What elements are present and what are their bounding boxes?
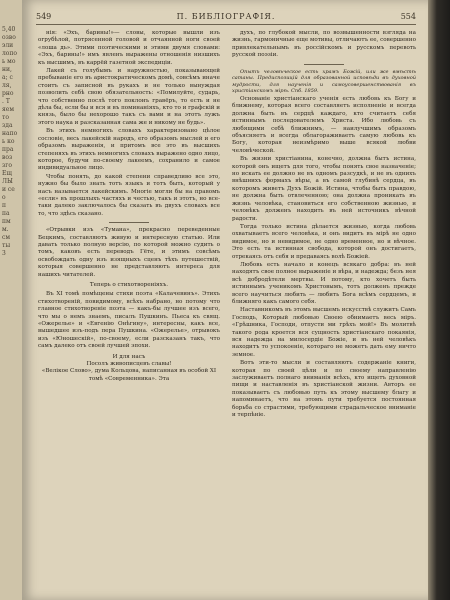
paragraph: Наставникомъ въ этомъ высшемъ искусствѣ служитъ Самъ Господь, Который любовью Своею обнимаетъ весь міръ. «Грѣшника, Господи, отпусти ми грѣхъ мой!» Въ молитвѣ такого рода кроется вся сущность христіанскаго покаянія, вся надежда на милосердіе Божіе, и въ ней человѣкъ находитъ то успокоеніе, котораго не можетъ дать ему ничто земное. bbox=[232, 307, 416, 358]
paragraph: Чтобы понять, до какой степени справедливо все это, нужно бы было знать тотъ языкъ и тотъ быть, который у насъ называется лакейскимъ. Многіе могли бы на правомъ «если» въ прошлыхъ частяхъ и честью, такъ и этотъ, но все-таки далеко заключалось бы сказать въ двухъ словахъ все то, что здѣсь сказано. bbox=[38, 173, 220, 217]
divider bbox=[304, 64, 344, 65]
paragraph: Въ этихъ немногихъ словахъ характеризовано цѣлое сословіе, весь лакейскій народъ, его образомъ мыслей и его образомъ выраженія, и притомъ все это въ высшихъ степеняхъ въ этихъ немногихъ словахъ выражено одно лицо, которое, будучи по-своему лакеемъ, сохранило и самое индивидуальное лицо. bbox=[38, 128, 220, 172]
paragraph: Лакей съ голубымъ и наружностью, показывающей пребываніе его въ аристократическомъ домѣ, совсѣмъ иначе стоитъ съ записной въ рукахъ и не только вынуждая позволить себѣ свою обязательность: «Помилуйте, сударь, что собственно послѣ того поклонъ гравёръ, то есть и не дѣла бы, если бы и вся и въ поминаніяхъ, кто то и графскій и князь, было бы нехорошо такъ съ вами и на этотъ лужъ этого наука и разсказанная сама же и никому не будь». bbox=[38, 68, 220, 126]
section-title: П. БИБЛІОГРАФІЯ. bbox=[176, 12, 276, 21]
paragraph: Основаніе христіанскаго ученія есть любовь къ Богу и ближнему, которая всего составляетъ исполненіе и всегда должна быть въ сердцѣ каждаго, кто считаетъ себя истиннымъ последователемъ Христа. Ибо любовь съ любящими себѣ ближнимъ, — наилучшимъ образомъ объясняетъ и всегда облагораживаетъ самую любовь къ Богу, которая неизмѣримо выше всякой любви человѣческой. bbox=[232, 96, 416, 154]
paragraph: духъ, по глубокой мысли, по возвышенности взгляда на жизнь, гармоничные еще мотивы, отличаютъ ее, совершенно привлекательнымъ въ россійскомъ и русскомъ перевоть русской поэзіи. bbox=[232, 30, 416, 59]
paragraph: нія: «Эхъ, барины!»— словы, которые вышли изъ огрубѣлой, потрясенной головой и отчаянной ноги своей «лоша дь». Этими поэтическими и этими двумя словами: «Эхъ, барины!» имъ явленъ выражены отношенія низшихъ къ высшимъ, въ каррёй газетной экспедиціи. bbox=[38, 30, 220, 66]
left-column bbox=[38, 30, 220, 385]
paragraph: «Отрывки изъ «Тумана», прекрасно переведенные Бецкимъ, составляютъ живую и интересную статью. Или давать только полную версію, по которой можно судить о томъ, каковъ есть переводъ Гёте, и этимъ совсѣмъ освобождать одну изъ изящныхъ сценъ тѣхъ путешествій, которыя совершенно не представляютъ интереса для нашихъ читателей. bbox=[38, 227, 220, 278]
right-column bbox=[232, 30, 416, 420]
paragraph: Вотъ эти-то мысли и составляютъ содержаніе книги, которая по своей цѣли и по своему направленію заслуживаетъ полнаго вниманія всѣхъ, кто ищетъ духовной пищи и наставленія въ христіанской жизни. Авторъ ее показываетъ съ любовью путь къ этому высшему благу и напоминаетъ, что на этомъ пути требуется постоянная борьба со страстями, требующими страдальческое вниманіе и терпѣніе. bbox=[232, 360, 416, 419]
divider bbox=[109, 222, 149, 223]
verse-quote: И для насъ Посолъ живописцевъ славы! «Велікое Слово», дума Кольцова, написанная въ особой XI томѣ «Современника». Эта bbox=[41, 353, 217, 382]
previous-page-text: 5,40 озво эли лопо ь мо ни, а; с ля, рно . Т яем то зда напо ь ко пра воз зго Ещ ЛЫ и се о п па пм м. см ты 3 bbox=[2, 26, 18, 257]
subheading: Теперь о стихотвореніяхъ. bbox=[89, 282, 169, 288]
paragraph: Тогда только истина дѣлается жизнью, когда любовь охватываетъ всего человѣка, и онъ видитъ въ мірѣ не одно видимое, но и невидимое, не одно временное, но и вѣчное. Это есть та истинная свобода, которой онъ достигаетъ, отрекаясь отъ себя и предаваясь волѣ Божіей. bbox=[232, 223, 416, 260]
paragraph: Въ XI томѣ помѣщены стихи поэта «Калачевинъ». Этихъ стихотвореній, повидимому, всѣхъ набрано, но потому что главное стихотвореніе поэта — какъ-бы лучшее изъ всего, что мы о немъ знаемъ, писалъ Пушкинъ. Пьеса къ свящ. «Ожерелье» и «Евгенію Онѣгину», интересны, какъ все, вышедшее изъ-подъ пера Пушкина. «Ожерелье», отрывокъ изъ «Юношескій», по-своему, если разсказанъ такъ, что самъ далеко отъ своей лучшей эпохи. bbox=[38, 291, 220, 350]
page-number-right: 554 bbox=[400, 12, 416, 21]
book-entry-title: Опытъ человѣческое есть храмъ Божій, или же вмѣстѣ сатаны. Предиспозицій для образованной исповѣди въ духовной мудрости, для наученія и самоусовершенствованія въ христіанскомъ мірѣ. Спб. 1859. bbox=[232, 68, 416, 95]
book-cover-edge bbox=[428, 0, 450, 600]
paragraph: Любовь есть начало и конецъ всякаго добра: въ ней находятъ свое полное выраженіе и вѣра, и надежда; безъ нея всѣ добродѣтели мертвы. И потому, кто хочетъ быть истиннымъ ученикомъ Христовымъ, тотъ долженъ прежде всего научиться любить — любить Бога всѣмъ сердцемъ, и ближняго какъ самого себя. bbox=[232, 261, 416, 305]
paragraph: Въ жизни христіанина, конечно, должна бытъ истина, которой онъ ищетъ для того, чтобы понять свое назначеніе; но искать ее должно не въ одномъ разсудкѣ, и не въ однихъ внѣшнихъ формахъ вѣры, а въ самой глубинѣ сердца, въ которомъ живетъ Духъ Божій. Истина, чтобы быть правдою, не должна быть отвлеченною; она должна проникать въ жизнь человѣка, становиться его собственною жизнью, и человѣкъ долженъ находить въ ней источникъ вѣчной радости. bbox=[232, 156, 416, 222]
book-page bbox=[22, 0, 430, 600]
running-header bbox=[36, 10, 416, 25]
page-number-left: 549 bbox=[36, 12, 52, 21]
